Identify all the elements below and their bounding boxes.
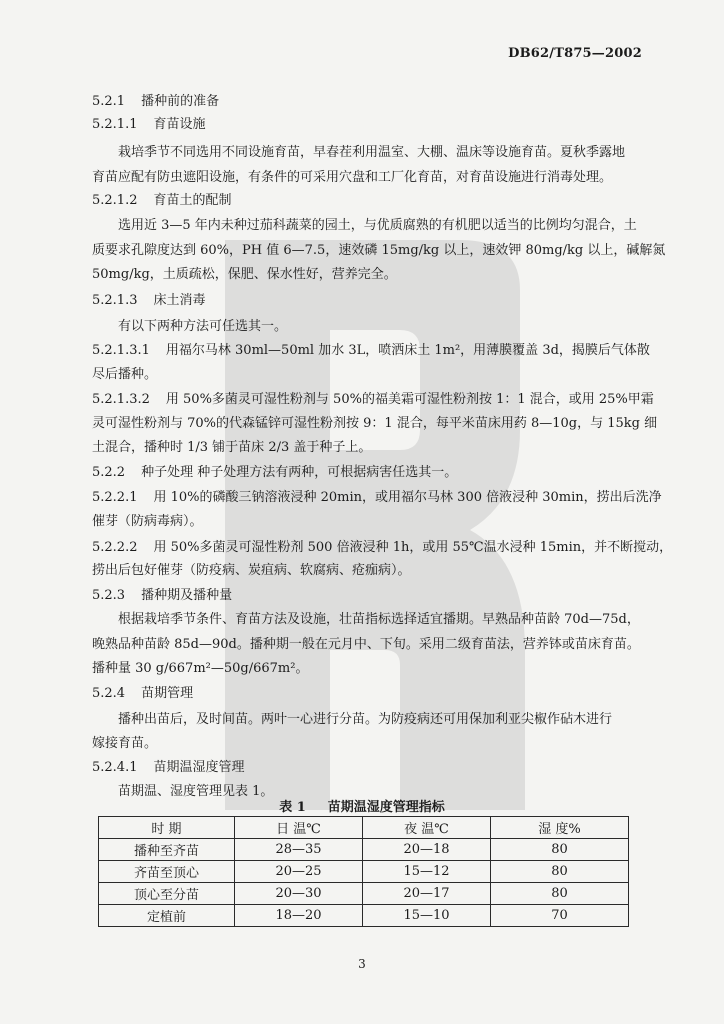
text-line — [92, 267, 397, 283]
line-text: 育苗土的配制 — [153, 193, 232, 208]
table-cell: 15—10 — [363, 905, 491, 927]
table-cell: 20—17 — [363, 883, 491, 905]
section-number: 5.2.4.1 — [92, 760, 138, 775]
line-text: 播种出苗后，及时间苗。两叶一心进行分苗。为防疫病还可用保加利亚尖椒作砧木进行 — [118, 712, 613, 727]
table-cell: 20—25 — [235, 861, 363, 883]
section-number: 5.2.1.3.2 — [92, 392, 150, 407]
table-cell: 20—30 — [235, 883, 363, 905]
document-code: DB62/T875—2002 — [508, 46, 642, 61]
section-line — [92, 94, 219, 110]
line-text: 用 50%多菌灵可湿性粉剂与 50%的福美霜可湿性粉剂按 1：1 混合，或用 25%甲霜 — [165, 392, 654, 407]
table-cell: 80 — [491, 839, 629, 861]
line-text: 苗期温、湿度管理见表 1。 — [118, 784, 274, 799]
text-line — [92, 736, 157, 752]
section-line — [92, 588, 232, 604]
line-text: 用福尔马林 30ml—50ml 加水 3L，喷洒床土 1m²，用薄膜覆盖 3d，揭膜后气体散 — [165, 343, 650, 358]
table-cell: 顶心至分苗 — [99, 883, 235, 905]
line-text: 播种量 30 g/667m²—50g/667m²。 — [92, 661, 309, 676]
text-line — [118, 218, 637, 234]
line-text: 用 10%的磷酸三钠溶液浸种 20min，或用福尔马林 300 倍液浸种 30min，捞出后洗净 — [153, 490, 662, 505]
section-line — [92, 193, 232, 209]
table-number: 表 1 — [279, 800, 306, 815]
section-number: 5.2.2.1 — [92, 490, 138, 505]
section-number: 5.2.1 — [92, 94, 126, 109]
line-text: 种子处理 种子处理方法有两种，可根据病害任选其一。 — [141, 465, 458, 480]
section-line — [92, 293, 206, 309]
line-text: 选用近 3—5 年内未种过茄科蔬菜的园土，与优质腐熟的有机肥以适当的比例均匀混合，土 — [118, 218, 637, 233]
text-line — [118, 145, 625, 161]
table-cell: 28—35 — [235, 839, 363, 861]
text-line — [118, 319, 287, 335]
section-line — [92, 117, 206, 133]
text-line — [92, 416, 657, 432]
line-text: 尽后播种。 — [92, 367, 158, 382]
table-title: 苗期温湿度管理指标 — [327, 800, 445, 815]
section-number: 5.2.2.2 — [92, 540, 138, 555]
table-header-row — [99, 817, 629, 839]
table-cell: 20—18 — [363, 839, 491, 861]
table-row — [99, 861, 629, 883]
text-line — [118, 712, 612, 728]
section-line — [92, 490, 662, 506]
header-cell: 日 温℃ — [235, 817, 363, 839]
table-row — [99, 883, 629, 905]
line-text: 灵可湿性粉剂与 70%的代森锰锌可湿性粉剂按 9：1 混合，每平米苗床用药 8—10g，与 15kg 细 — [92, 416, 658, 431]
line-text: 有以下两种方法可任选其一。 — [118, 319, 288, 334]
section-number: 5.2.1.3.1 — [92, 343, 150, 358]
line-text: 播种前的准备 — [141, 94, 220, 109]
section-number: 5.2.1.3 — [92, 293, 138, 308]
line-text: 嫁接育苗。 — [92, 736, 158, 751]
section-line — [92, 392, 654, 408]
line-text: 播种期及播种量 — [141, 588, 233, 603]
line-text: 用 50%多菌灵可湿性粉剂 500 倍液浸种 1h，或用 55℃温水浸种 15min，并不断搅动， — [153, 540, 673, 555]
section-line — [92, 686, 193, 702]
line-text: 50mg/kg，土质疏松，保肥、保水性好，营养完全。 — [92, 267, 397, 282]
section-line — [92, 465, 457, 481]
text-line — [92, 563, 411, 579]
header-cell: 夜 温℃ — [363, 817, 491, 839]
text-line — [92, 514, 203, 530]
section-number: 5.2.3 — [92, 588, 126, 603]
line-text: 捞出后包好催芽（防疫病、炭疽病、软腐病、疮痂病）。 — [92, 563, 411, 578]
table-cell: 齐苗至顶心 — [99, 861, 235, 883]
page-number: 3 — [358, 957, 366, 971]
text-line — [92, 661, 308, 677]
section-line — [92, 540, 672, 556]
line-text: 质要求孔隙度达到 60%，PH 值 6—7.5，速效磷 15mg/kg 以上，速效钾 80mg/kg 以上，碱解氮 — [92, 243, 666, 258]
text-line — [92, 637, 640, 653]
text-line — [92, 170, 612, 186]
section-line — [92, 343, 650, 359]
management-table — [98, 816, 629, 927]
text-line — [92, 367, 157, 383]
table-cell: 定植前 — [99, 905, 235, 927]
table-caption — [0, 796, 724, 815]
line-text: 苗期温湿度管理 — [153, 760, 245, 775]
section-number: 5.2.1.2 — [92, 193, 138, 208]
text-line — [118, 612, 640, 628]
line-text: 催芽（防病毒病）。 — [92, 514, 203, 529]
table-cell: 70 — [491, 905, 629, 927]
table-cell: 80 — [491, 861, 629, 883]
text-line — [92, 243, 665, 259]
section-number: 5.2.2 — [92, 465, 126, 480]
line-text: 栽培季节不同选用不同设施育苗，早春茬利用温室、大棚、温床等设施育苗。夏秋季露地 — [118, 145, 626, 160]
line-text: 育苗应配有防虫遮阳设施，有条件的可采用穴盘和工厂化育苗，对育苗设施进行消毒处理。 — [92, 170, 613, 185]
header-cell: 时 期 — [99, 817, 235, 839]
table-cell: 15—12 — [363, 861, 491, 883]
section-number: 5.2.1.1 — [92, 117, 138, 132]
table-cell: 80 — [491, 883, 629, 905]
line-text: 苗期管理 — [141, 686, 194, 701]
text-line — [92, 440, 371, 456]
line-text: 床土消毒 — [153, 293, 206, 308]
line-text: 晚熟品种苗龄 85d—90d。播种期一般在元月中、下旬。采用二级育苗法，营养钵或苗床育苗。 — [92, 637, 640, 652]
section-number: 5.2.4 — [92, 686, 126, 701]
table-row — [99, 839, 629, 861]
line-text: 根据栽培季节条件、育苗方法及设施，壮苗指标选择适宜播期。早熟品种苗龄 70d—75d， — [118, 612, 640, 627]
table-cell: 18—20 — [235, 905, 363, 927]
table-cell: 播种至齐苗 — [99, 839, 235, 861]
line-text: 土混合，播种时 1/3 铺于苗床 2/3 盖于种子上。 — [92, 440, 372, 455]
line-text: 育苗设施 — [153, 117, 206, 132]
header-cell: 湿 度% — [491, 817, 629, 839]
section-line — [92, 760, 245, 776]
table-row — [99, 905, 629, 927]
